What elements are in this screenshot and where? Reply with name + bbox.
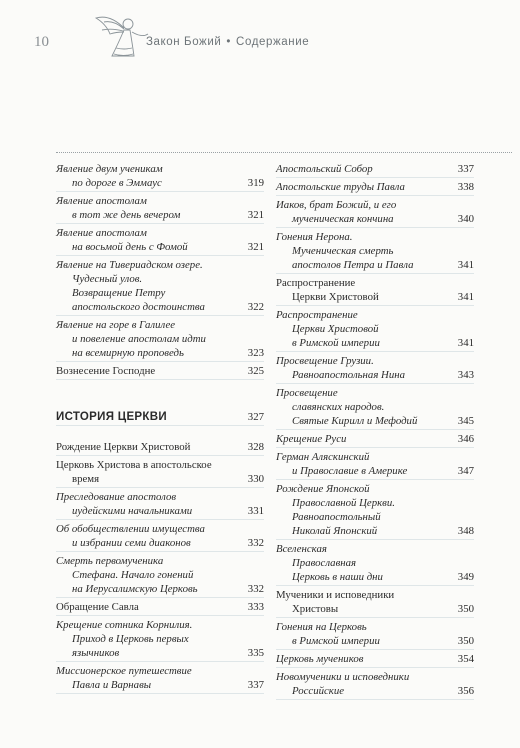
toc-page-number: 343 xyxy=(455,368,474,382)
toc-page-number: 338 xyxy=(455,180,474,194)
toc-entry xyxy=(276,620,474,650)
toc-entry-line: Крещение сотника Корнилия. xyxy=(56,619,193,631)
toc-entry xyxy=(56,490,264,520)
toc-entry-line: Николай Японский xyxy=(292,525,378,537)
toc-entry-line: Рождение Японской xyxy=(276,483,370,495)
header-divider xyxy=(56,152,512,153)
toc-entry-line: Явление двум ученикам xyxy=(56,163,163,175)
toc-entry xyxy=(56,458,264,488)
toc-entry-line: Гонения Нерона. xyxy=(276,231,353,243)
toc-page-number: 341 xyxy=(455,290,474,304)
toc-entry-line: Апостольские труды Павла xyxy=(276,181,405,193)
toc-entry-line: Распространение xyxy=(276,309,358,321)
toc-page-number: 337 xyxy=(245,678,264,692)
toc-entry xyxy=(56,522,264,552)
toc-page-number: 349 xyxy=(455,570,474,584)
toc-entry xyxy=(276,308,474,352)
toc-entry xyxy=(276,542,474,586)
toc-entry-line: Церкви Христовой xyxy=(292,323,379,335)
toc-entry-line: и повеление апостолам идти xyxy=(72,333,206,345)
toc-entry xyxy=(276,482,474,540)
toc-page-number: 321 xyxy=(245,240,264,254)
toc-entry-line: Рождение Церкви Христовой xyxy=(56,441,191,453)
toc-entry xyxy=(56,162,264,192)
toc-entry-line: Просвещение Грузии. xyxy=(276,355,374,367)
toc-entry-line: Возвращение Петру xyxy=(72,287,166,299)
toc-entry-line: Иаков, брат Божий, и его xyxy=(276,199,397,211)
toc-entry-line: Святые Кирилл и Мефодий xyxy=(292,415,418,427)
toc-entry-line: в Римской империи xyxy=(292,635,380,647)
toc-entry-line: Христовы xyxy=(292,603,339,615)
toc-entry xyxy=(276,432,474,448)
toc-page-number: 348 xyxy=(455,524,474,538)
toc-page-number: 319 xyxy=(245,176,264,190)
toc-entry-line: Православной Церкви. xyxy=(292,497,395,509)
toc-entry-line: Вселенская xyxy=(276,543,327,555)
toc-entry xyxy=(276,162,474,178)
toc-entry xyxy=(56,410,264,426)
page-header xyxy=(34,30,500,56)
page-number: 10 xyxy=(34,34,49,50)
toc-entry-line: на восьмой день с Фомой xyxy=(72,241,188,253)
toc-page-number: 341 xyxy=(455,258,474,272)
toc-left-column xyxy=(56,162,264,696)
toc-entry xyxy=(56,440,264,456)
toc-page-number: 335 xyxy=(245,646,264,660)
book-title: Закон Божий xyxy=(146,36,222,48)
toc-entry xyxy=(276,198,474,228)
toc-entry-line: Явление апостолам xyxy=(56,227,147,239)
toc-page-number: 350 xyxy=(455,634,474,648)
toc-entry-line: Вознесение Господне xyxy=(56,365,156,377)
toc-entry xyxy=(276,588,474,618)
toc-entry-line: Православная xyxy=(292,557,357,569)
toc-page-number: 346 xyxy=(455,432,474,446)
toc-entry xyxy=(56,194,264,224)
toc-page-number: 347 xyxy=(455,464,474,478)
toc-entry-line: в Римской империи xyxy=(292,337,380,349)
toc-page-number: 340 xyxy=(455,212,474,226)
toc-entry-line: на всемирную проповедь xyxy=(72,347,184,359)
toc-entry xyxy=(276,354,474,384)
toc-entry-line: славянских народов. xyxy=(292,401,385,413)
toc-entry xyxy=(56,554,264,598)
toc-entry-line: Церковь Христова в апостольское xyxy=(56,459,212,471)
toc-entry xyxy=(276,450,474,480)
toc-page-number: 345 xyxy=(455,414,474,428)
title-separator: • xyxy=(226,36,232,48)
toc-entry xyxy=(276,180,474,196)
toc-entry-line: Гонения на Церковь xyxy=(276,621,367,633)
toc-entry-line: мученическая кончина xyxy=(292,213,394,225)
toc-entry-line: Церковь в наши дни xyxy=(292,571,383,583)
toc-entry xyxy=(56,664,264,694)
toc-entry-line: Об обобществлении имущества xyxy=(56,523,205,535)
toc-entry-line: Миссионерское путешествие xyxy=(56,665,192,677)
toc-entry-line: Чудесный улов. xyxy=(72,273,143,285)
toc-entry-line: Мученическая смерть xyxy=(292,245,394,257)
toc-page-number: 325 xyxy=(245,364,264,378)
toc-entry-line: Российские xyxy=(292,685,345,697)
toc-entry-line: Герман Аляскинский xyxy=(276,451,370,463)
toc-entry xyxy=(56,364,264,380)
toc-entry xyxy=(276,670,474,700)
toc-entry xyxy=(276,276,474,306)
toc-entry-line: Стефана. Начало гонений xyxy=(72,569,194,581)
toc-entry-line: Смерть первомученика xyxy=(56,555,164,567)
toc-page-number: 321 xyxy=(245,208,264,222)
toc-entry-line: и Православие в Америке xyxy=(292,465,408,477)
toc-entry-line: Приход в Церковь первых xyxy=(72,633,189,645)
toc-page-number: 341 xyxy=(455,336,474,350)
toc-entry-line: по дороге в Эммаус xyxy=(72,177,162,189)
toc-entry-line: Явление апостолам xyxy=(56,195,147,207)
toc-right-column xyxy=(276,162,474,702)
toc-entry xyxy=(56,318,264,362)
toc-entry xyxy=(276,230,474,274)
running-title xyxy=(146,36,309,48)
toc-entry xyxy=(56,600,264,616)
section-name: Содержание xyxy=(236,36,310,48)
toc-page-number: 331 xyxy=(245,504,264,518)
toc-entry-line: время xyxy=(72,473,100,485)
toc-entry-line: в тот же день вечером xyxy=(72,209,181,221)
toc-entry-line: Равноапостольный xyxy=(292,511,381,523)
toc-page-number: 323 xyxy=(245,346,264,360)
toc-entry-line: апостолов Петра и Павла xyxy=(292,259,414,271)
toc-page-number: 354 xyxy=(455,652,474,666)
toc-page-number: 327 xyxy=(245,410,264,424)
toc-entry-line: и избрании семи диаконов xyxy=(72,537,191,549)
toc-entry xyxy=(56,226,264,256)
toc-page-number: 356 xyxy=(455,684,474,698)
toc-entry xyxy=(276,652,474,668)
toc-page-number: 330 xyxy=(245,472,264,486)
toc-entry-line: Крещение Руси xyxy=(276,433,347,445)
toc-entry-line: Явление на горе в Галилее xyxy=(56,319,176,331)
toc-entry-line: Преследование апостолов xyxy=(56,491,177,503)
toc-page-number: 322 xyxy=(245,300,264,314)
toc-entry-line: ИСТОРИЯ ЦЕРКВИ xyxy=(56,411,167,423)
toc-page-number: 333 xyxy=(245,600,264,614)
toc-entry-line: Церковь мучеников xyxy=(276,653,364,665)
toc-entry-line: на Иерусалимскую Церковь xyxy=(72,583,198,595)
toc-entry xyxy=(56,258,264,316)
toc-entry-line: иудейскими начальниками xyxy=(72,505,193,517)
toc-entry-line: Павла и Варнавы xyxy=(72,679,152,691)
toc-entry-line: Мученики и исповедники xyxy=(276,589,395,601)
toc-entry-line: Апостольский Собор xyxy=(276,163,373,175)
toc-entry-line: Церкви Христовой xyxy=(292,291,379,303)
toc-page-number: 332 xyxy=(245,582,264,596)
toc-entry-line: Распространение xyxy=(276,277,356,289)
toc-entry xyxy=(276,386,474,430)
toc-entry-line: Обращение Савла xyxy=(56,601,139,613)
toc-entry-line: апостольского достоинства xyxy=(72,301,205,313)
toc-page-number: 332 xyxy=(245,536,264,550)
toc-entry-line: Новомученики и исповедники xyxy=(276,671,410,683)
toc-entry-line: Просвещение xyxy=(276,387,338,399)
toc-page-number: 328 xyxy=(245,440,264,454)
toc-page-number: 337 xyxy=(455,162,474,176)
toc-page-number: 350 xyxy=(455,602,474,616)
toc-entry-line: язычников xyxy=(72,647,120,659)
toc-entry xyxy=(56,618,264,662)
toc-entry-line: Явление на Тивериадском озере. xyxy=(56,259,203,271)
toc-entry-line: Равноапостольная Нина xyxy=(292,369,405,381)
